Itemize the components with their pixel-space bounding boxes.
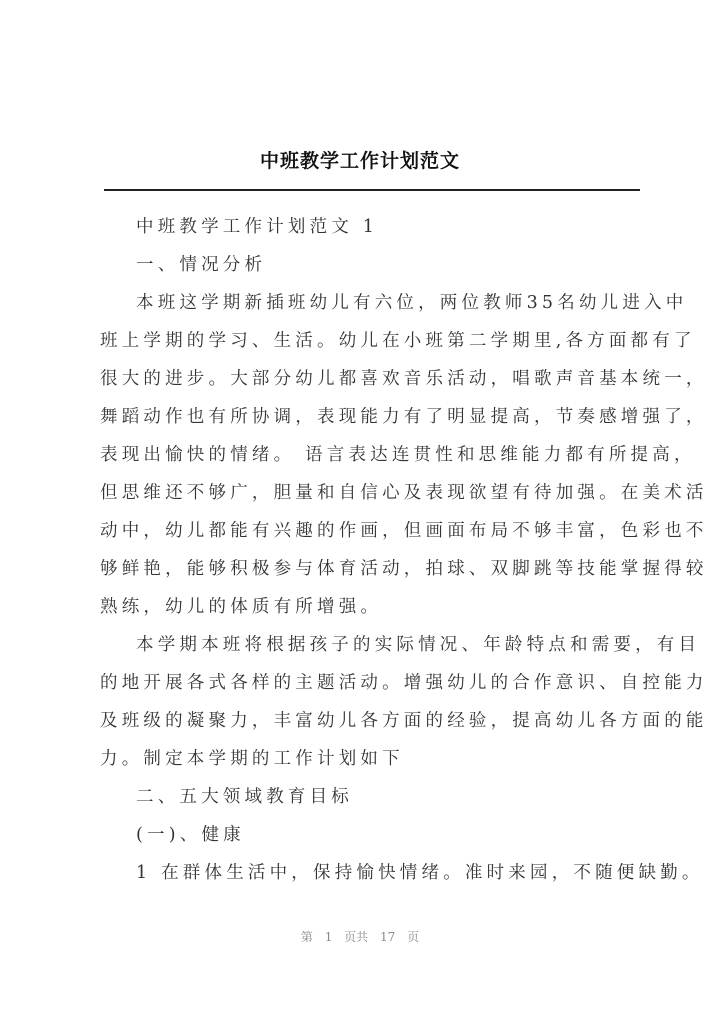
page-footer: 第 1 页共 17 页: [300, 930, 420, 944]
text-line: 一、情况分析: [136, 255, 267, 275]
text-line: 熟练，幼儿的体质有所增强。: [100, 597, 383, 617]
text-line: 舞蹈动作也有所协调，表现能力有了明显提高，节奏感增强了，: [100, 407, 708, 427]
text-line: 但思维还不够广，胆量和自信心及表现欲望有待加强。在美术活: [100, 483, 708, 503]
text-line: 及班级的凝聚力，丰富幼儿各方面的经验，提高幼儿各方面的能: [100, 711, 708, 731]
text-line: 很大的进步。大部分幼儿都喜欢音乐活动，唱歌声音基本统一，: [100, 369, 708, 389]
text-line: 本学期本班将根据孩子的实际情况、年龄特点和需要，有目: [136, 635, 701, 655]
document-title: 中班教学工作计划范文: [259, 150, 460, 172]
text-line: 表现出愉快的情绪。 语言表达连贯性和思维能力都有所提高，: [100, 445, 696, 465]
title-divider: [104, 189, 640, 191]
text-line: 力。制定本学期的工作计划如下: [100, 749, 404, 769]
text-line: (一)、健康: [136, 825, 245, 845]
text-line: 动中，幼儿都能有兴趣的作画，但画面布局不够丰富，色彩也不: [100, 521, 708, 541]
text-line: 二、五大领域教育目标: [136, 787, 353, 807]
text-line: 够鲜艳，能够积极参与体育活动，拍球、双脚跳等技能掌握得较: [100, 559, 708, 579]
text-line: 中班教学工作计划范文 1: [136, 217, 379, 237]
document-body: [100, 208, 708, 892]
text-line: 本班这学期新插班幼儿有六位，两位教师35名幼儿进入中: [136, 293, 688, 313]
text-line: 的地开展各式各样的主题活动。增强幼儿的合作意识、自控能力: [100, 673, 708, 693]
text-line: 1 在群体生活中，保持愉快情绪。准时来园，不随便缺勤。: [136, 863, 704, 883]
text-line: 班上学期的学习、生活。幼儿在小班第二学期里,各方面都有了: [100, 331, 696, 351]
